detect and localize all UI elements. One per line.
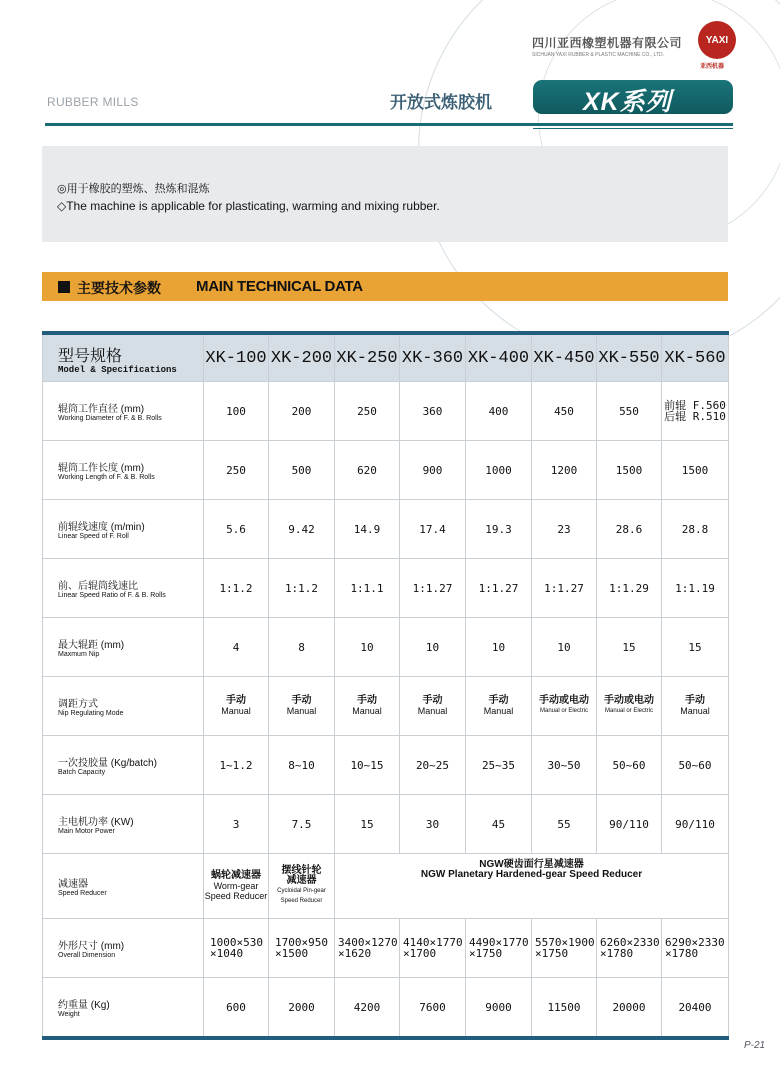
table-cell: 200 xyxy=(269,382,335,441)
reducer-en: NGW Planetary Hardened-gear Speed Reducer xyxy=(420,869,643,880)
model-header: XK-450 xyxy=(532,333,597,382)
series-tab xyxy=(533,80,733,114)
table-cell: 100 xyxy=(204,382,269,441)
dim-line: 1700×950 xyxy=(275,936,328,949)
model-header: XK-250 xyxy=(335,333,400,382)
mode-en: Manual xyxy=(417,706,448,716)
table-cell: 50~60 xyxy=(662,736,729,795)
section-title-cn: 主要技术参数 xyxy=(77,280,161,296)
reducer-cn: 减速器 xyxy=(286,875,317,886)
table-row xyxy=(43,500,729,559)
table-cell xyxy=(269,854,335,919)
row-label-cn: 前、后辊筒线速比 xyxy=(58,580,138,592)
table-cell: 15 xyxy=(597,618,662,677)
table-cell: 90/110 xyxy=(662,795,729,854)
row-label xyxy=(43,978,204,1039)
dim-line: ×1500 xyxy=(275,947,309,960)
table-cell: 1:1.27 xyxy=(532,559,597,618)
table-cell: 1:1.1 xyxy=(335,559,400,618)
model-header: XK-360 xyxy=(400,333,466,382)
reducer-en: Speed Reducer xyxy=(280,898,323,904)
row-label-cn: 前辊线速度 (m/min) xyxy=(58,521,145,533)
table-cell: 620 xyxy=(335,441,400,500)
table-cell: 20000 xyxy=(597,978,662,1039)
header-rule-thin xyxy=(533,128,733,129)
table-cell xyxy=(335,919,400,978)
table-cell: 8~10 xyxy=(269,736,335,795)
header-label-cn: 型号规格 xyxy=(58,347,123,366)
square-bullet-icon xyxy=(58,281,70,293)
page-title: 开放式炼胶机 xyxy=(390,93,492,112)
table-cell xyxy=(597,677,662,736)
table-cell: 2000 xyxy=(269,978,335,1039)
table-cell: 1:1.29 xyxy=(597,559,662,618)
row-label-cn: 一次投胶量 (Kg/batch) xyxy=(58,757,157,769)
table-cell xyxy=(269,919,335,978)
row-label-cn: 最大辊距 (mm) xyxy=(58,639,125,651)
table-cell xyxy=(335,677,400,736)
table-cell xyxy=(204,677,269,736)
table-cell: 600 xyxy=(204,978,269,1039)
table-row xyxy=(43,559,729,618)
table-cell: 50~60 xyxy=(597,736,662,795)
table-row xyxy=(43,382,729,441)
row-label-en: Speed Reducer xyxy=(58,889,107,897)
table-cell: 45 xyxy=(466,795,532,854)
table-cell: 10~15 xyxy=(335,736,400,795)
header-rule xyxy=(45,123,733,126)
table-cell: 4200 xyxy=(335,978,400,1039)
table-cell: 1200 xyxy=(532,441,597,500)
table-cell: 17.4 xyxy=(400,500,466,559)
table-cell: 14.9 xyxy=(335,500,400,559)
row-label-en: Overall Dimension xyxy=(58,951,116,959)
row-label xyxy=(43,677,204,736)
table-cell: 7600 xyxy=(400,978,466,1039)
model-header: XK-100 xyxy=(204,333,269,382)
reducer-en: Cycloidal Pin-gear xyxy=(277,888,326,894)
company-name-en: SICHUAN YAXI RUBBER & PLASTIC MACHINE CO., LTD. xyxy=(532,52,664,58)
table-cell: 250 xyxy=(335,382,400,441)
table-row xyxy=(43,618,729,677)
row-label-cn: 调距方式 xyxy=(58,698,98,710)
row-label-cn: 辊筒工作长度 (mm) xyxy=(58,462,145,474)
reducer-en: Worm-gear xyxy=(213,881,259,891)
table-cell xyxy=(662,919,729,978)
table-cell: 10 xyxy=(335,618,400,677)
table-cell: 55 xyxy=(532,795,597,854)
dim-line: ×1750 xyxy=(535,947,569,960)
back-roll-value: 后辊 R.510 xyxy=(664,410,726,423)
table-cell: 28.6 xyxy=(597,500,662,559)
logo-text: YAXI xyxy=(705,34,729,46)
mode-en: Manual xyxy=(483,706,514,716)
technical-data-table xyxy=(42,331,729,1040)
dim-line: 6290×2330 xyxy=(665,936,725,949)
header-label-cell xyxy=(43,333,204,382)
table-cell: 250 xyxy=(204,441,269,500)
header-label-en: Model & Specifications xyxy=(58,364,177,375)
table-row xyxy=(43,795,729,854)
mode-cn: 手动 xyxy=(357,695,377,706)
dim-line: ×1700 xyxy=(403,947,437,960)
dim-line: ×1040 xyxy=(210,947,244,960)
row-label-cn: 主电机功率 (KW) xyxy=(58,816,134,828)
table-cell: 7.5 xyxy=(269,795,335,854)
table-cell xyxy=(662,382,729,441)
company-name xyxy=(532,34,692,58)
table-cell: 19.3 xyxy=(466,500,532,559)
row-label-en: Maxmum Nip xyxy=(58,650,100,658)
table-cell: 550 xyxy=(597,382,662,441)
row-label-cn: 外形尺寸 (mm) xyxy=(58,940,125,952)
table-cell: 28.8 xyxy=(662,500,729,559)
dim-line: ×1620 xyxy=(338,947,372,960)
mode-cn: 手动 xyxy=(226,695,246,706)
row-label xyxy=(43,795,204,854)
table-cell: 90/110 xyxy=(597,795,662,854)
table-cell: 500 xyxy=(269,441,335,500)
table-row xyxy=(43,919,729,978)
table-cell: 3 xyxy=(204,795,269,854)
table-cell: 30 xyxy=(400,795,466,854)
page-number: P-21 xyxy=(744,1040,766,1051)
table-cell xyxy=(466,919,532,978)
dim-line: ×1780 xyxy=(665,947,699,960)
mode-cn: 手动 xyxy=(685,695,705,706)
table-cell: 9.42 xyxy=(269,500,335,559)
reducer-cn: 摆线针轮 xyxy=(281,865,322,876)
company-name-cn: 四川亚西橡塑机器有限公司 xyxy=(532,36,683,50)
reducer-en: Speed Reducer xyxy=(204,891,268,901)
row-label xyxy=(43,500,204,559)
table-cell: 1:1.27 xyxy=(400,559,466,618)
table-cell: 9000 xyxy=(466,978,532,1039)
front-roll-value: 前辊 F.560 xyxy=(664,399,726,412)
row-label-cn: 辊筒工作直径 (mm) xyxy=(58,403,145,415)
dim-line: 3400×1270 xyxy=(338,936,398,949)
table-cell: 30~50 xyxy=(532,736,597,795)
table-cell: 10 xyxy=(466,618,532,677)
table-cell: 10 xyxy=(532,618,597,677)
section-title-en: MAIN TECHNICAL DATA xyxy=(196,278,363,295)
table-cell xyxy=(400,919,466,978)
row-label xyxy=(43,736,204,795)
table-cell: 20400 xyxy=(662,978,729,1039)
dim-line: 6260×2330 xyxy=(600,936,660,949)
row-label xyxy=(43,854,204,919)
mode-cn: 手动或电动 xyxy=(539,695,589,706)
table-cell: 10 xyxy=(400,618,466,677)
table-cell xyxy=(204,854,269,919)
table-cell: 1:1.2 xyxy=(204,559,269,618)
table-cell: 1000 xyxy=(466,441,532,500)
series-label: XK系列 xyxy=(583,88,672,116)
logo-caption: 亚西机器 xyxy=(700,64,725,70)
table-cell: 1500 xyxy=(662,441,729,500)
mode-cn: 手动 xyxy=(488,695,509,706)
dim-line: ×1780 xyxy=(600,947,634,960)
table-cell xyxy=(204,919,269,978)
mode-en: Manual xyxy=(352,706,382,716)
table-row xyxy=(43,854,729,919)
dim-line: ×1750 xyxy=(469,947,503,960)
table-cell xyxy=(466,677,532,736)
table-header-row xyxy=(43,333,729,382)
intro-line-cn: ◎用于橡胶的塑炼、热炼和混炼 xyxy=(57,183,210,195)
mode-cn: 手动或电动 xyxy=(604,695,654,706)
table-cell: 8 xyxy=(269,618,335,677)
model-header: XK-400 xyxy=(466,333,532,382)
table-row xyxy=(43,441,729,500)
mode-en: Manual xyxy=(286,706,317,716)
table-cell: 4 xyxy=(204,618,269,677)
dim-line: 4490×1770 xyxy=(469,936,529,949)
table-cell xyxy=(662,677,729,736)
table-cell: 1:1.2 xyxy=(269,559,335,618)
row-label-cn: 减速器 xyxy=(58,878,88,890)
row-label-en: Linear Speed of F. Roll xyxy=(58,532,129,540)
row-label xyxy=(43,441,204,500)
reducer-cn: 蜗轮减速器 xyxy=(211,870,261,881)
reducer-cn: NGW硬齿面行星减速器 xyxy=(479,859,584,870)
table-cell: 11500 xyxy=(532,978,597,1039)
model-header: XK-550 xyxy=(597,333,662,382)
table-cell: 1:1.19 xyxy=(662,559,729,618)
table-row xyxy=(43,736,729,795)
table-row xyxy=(43,978,729,1039)
row-label-en: Working Length of F. & B. Rolls xyxy=(58,473,155,481)
mode-en: Manual xyxy=(680,706,710,716)
section-bar xyxy=(42,272,728,301)
table-cell: 15 xyxy=(662,618,729,677)
table-cell: 450 xyxy=(532,382,597,441)
row-label-en: Linear Speed Ratio of F. & B. Rolls xyxy=(58,591,166,599)
mode-cn: 手动 xyxy=(422,695,443,706)
row-label-en: Nip Regulating Mode xyxy=(58,709,124,717)
mode-cn: 手动 xyxy=(291,695,312,706)
intro-box xyxy=(42,146,728,242)
section-label: RUBBER MILLS xyxy=(47,95,139,109)
table-cell xyxy=(532,919,597,978)
table-cell xyxy=(269,677,335,736)
mode-en: Manual or Electric xyxy=(604,708,654,714)
dim-line: 1000×530 xyxy=(210,936,263,949)
table-row xyxy=(43,677,729,736)
row-label-en: Main Motor Power xyxy=(58,827,115,835)
row-label xyxy=(43,382,204,441)
row-label xyxy=(43,618,204,677)
row-label-en: Working Diameter of F. & B. Rolls xyxy=(58,414,162,422)
model-header: XK-200 xyxy=(269,333,335,382)
table-cell: 25~35 xyxy=(466,736,532,795)
table-cell: 1500 xyxy=(597,441,662,500)
table-cell: 900 xyxy=(400,441,466,500)
table-cell: 1~1.2 xyxy=(204,736,269,795)
row-label-en: Batch Capacity xyxy=(58,768,106,776)
company-logo xyxy=(698,21,736,59)
row-label xyxy=(43,919,204,978)
dim-line: 5570×1900 xyxy=(535,936,595,949)
table-cell: 400 xyxy=(466,382,532,441)
table-cell xyxy=(532,677,597,736)
table-cell: 360 xyxy=(400,382,466,441)
table-cell: 1:1.27 xyxy=(466,559,532,618)
table-cell: 23 xyxy=(532,500,597,559)
mode-en: Manual xyxy=(221,706,251,716)
table-cell xyxy=(400,677,466,736)
intro-line-en: ◇The machine is applicable for plasticating, warming and mixing rubber. xyxy=(57,199,440,213)
table-cell-merged xyxy=(335,854,729,919)
row-label-cn: 约重量 (Kg) xyxy=(58,999,110,1011)
dim-line: 4140×1770 xyxy=(403,936,463,949)
table-cell: 5.6 xyxy=(204,500,269,559)
table-cell: 20~25 xyxy=(400,736,466,795)
table-cell xyxy=(597,919,662,978)
row-label xyxy=(43,559,204,618)
model-header: XK-560 xyxy=(662,333,729,382)
table-cell: 15 xyxy=(335,795,400,854)
mode-en: Manual or Electric xyxy=(539,708,589,714)
row-label-en: Weight xyxy=(58,1010,80,1018)
